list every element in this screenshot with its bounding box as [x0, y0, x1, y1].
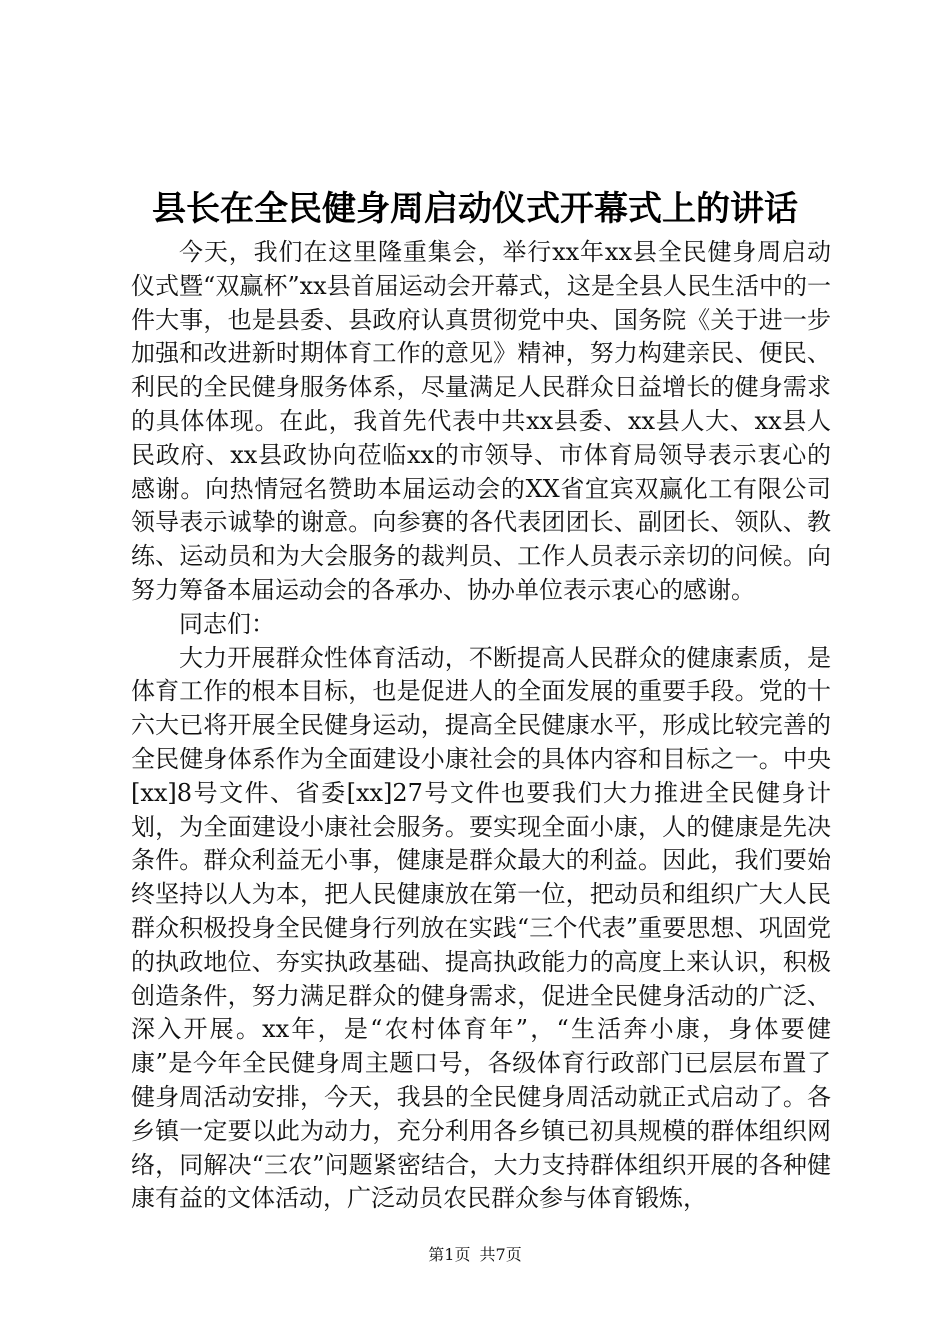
document-title: 县长在全民健身周启动仪式开幕式上的讲话 [152, 189, 798, 229]
paragraph-main: 大力开展群众性体育活动，不断提高人民群众的健康素质，是体育工作的根本目标，也是促进人的全面发展的重要手段。党的十六大已将开展全民健身运动，提高全民健康水平，形成比较完善的全民健身体系作为全面建设小康社会的具体内容和目标之一。中央[xx]8号文件、省委[xx]27号文件也要我们大力推进全民健身计划，为全面建设小康社会服务。要实现全面小康，人的健康是先决条件。群众利益无小事，健康是群众最大的利益。因此，我们要始终坚持以人为本，把人民健康放在第一位，把动员和组织广大人民群众积极投身全民健身行列放在实践“三个代表”重要思想、巩固党的执政地位、夯实执政基础、提高执政能力的高度上来认识，积极创造条件，努力满足群众的健身需求，促进全民健身活动的广泛、深入开展。xx年，是“农村体育年”，“生活奔小康，身体要健康”是今年全民健身周主题口号，各级体育行政部门已层层布置了健身周活动安排，今天，我县的全民健身周活动就正式启动了。各乡镇一定要以此为动力，充分利用各乡镇已初具规模的群体组织网络，同解决“三农”问题紧密结合，大力支持群体组织开展的各种健康有益的文体活动，广泛动员农民群众参与体育锻炼， [131, 643, 831, 1213]
paragraph-opening: 今天，我们在这里隆重集会，举行xx年xx县全民健身周启动仪式暨“双赢杯”xx县首届运动会开幕式，这是全县人民生活中的一件大事，也是县委、县政府认真贯彻党中央、国务院《关于进一步加强和改进新时期体育工作的意见》精神，努力构建亲民、便民、利民的全民健身服务体系，尽量满足人民群众日益增长的健身需求的具体体现。在此，我首先代表中共xx县委、xx县人大、xx县人民政府、xx县政协向莅临xx的市领导、市体育局领导表示衷心的感谢。向热情冠名赞助本届运动会的XX省宜宾双赢化工有限公司领导表示诚挚的谢意。向参赛的各代表团团长、副团长、领队、教练、运动员和为大会服务的裁判员、工作人员表示亲切的问候。向努力筹备本届运动会的各承办、协办单位表示衷心的感谢。 [131, 238, 831, 604]
document-body [131, 236, 831, 1216]
page-footer [0, 1244, 950, 1266]
paragraph-salutation: 同志们： [179, 609, 275, 638]
page-number-total: 共7页 [479, 1245, 522, 1264]
page-number-current: 第1页 [428, 1245, 471, 1264]
